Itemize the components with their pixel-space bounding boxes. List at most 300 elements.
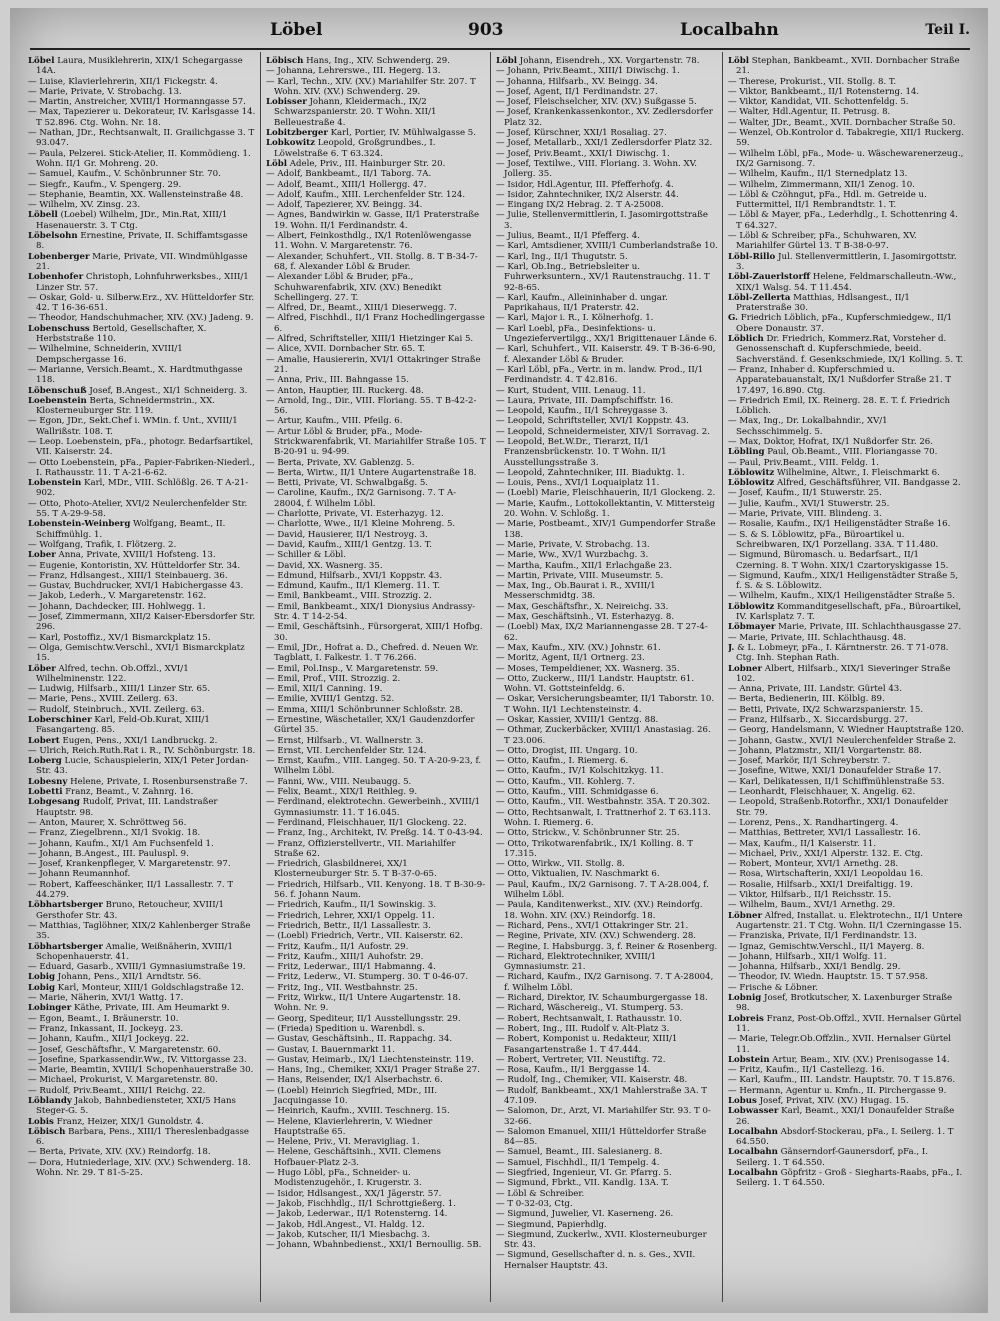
directory-entry: — Emil, JDr., Hofrat a. D., Chefred. d. Neuen Wr. Tagblatt, I. Falkestr. 1. T 76.266. — [266, 642, 479, 664]
directory-entry: — Josef, Krankenkassenkontor., XV. Zedlersdorfer Platz 32. — [496, 107, 713, 128]
directory-entry: — Othmar, Zuckerbäcker, XVIII/1 Anastasiag. 26. T 23.006. — [496, 725, 711, 746]
directory-entry: — Johanna, Hilfsarb., XXI/1 Bendlg. 29. — [728, 962, 901, 973]
directory-entry: — Edmund, Hilfsarb., XVI/1 Koppstr. 43. — [266, 570, 443, 581]
directory-entry: Lobisser Johann, Kleidermach., IX/2 Schwarzspanierstr. 20. T Wohn. XII/1 Belleuestraße 4. — [266, 97, 437, 128]
directory-entry: Lobnig Josef, Brotkutscher, X. Laxenburger Straße 98. — [728, 993, 953, 1014]
directory-entry: — Karl, Schuhfert., VII. Kaiserstr. 49. T B-36-6-90, f. Alexander Löbl & Bruder. — [496, 344, 716, 365]
directory-entry: — Samuel, Kaufm., V. Schönbrunner Str. 70. — [28, 169, 221, 180]
directory-entry: — Therese, Prokurist., VII. Stollg. 8. T. — [728, 76, 897, 87]
directory-entry: — Josef, Zimmermann, XII/2 Kaiser-Ebersdorfer Str. 296. — [28, 612, 256, 633]
directory-entry: — Leopold, Schriftsteller, XVI/1 Koppstr. 43. — [496, 416, 689, 427]
directory-entry: — Martha, Kaufm., XII/1 Erlachgaße 23. — [496, 560, 672, 571]
directory-entry: — Otto Loebenstein, pFa., Papier-Fabriken-Niederl., I. Rathausstr. 11. T A-21-6-62. — [28, 457, 255, 478]
directory-entry: — Paula, Kanditenwerkst., XIV. (XV.) Reindorfg. 18. Wohn. XIV. (XV.) Reindorfg. 18. — [496, 900, 703, 921]
directory-entry: — Gustav, Geschäftsinh., II. Rappachg. 34. — [266, 1034, 453, 1045]
header-left-keyword: Löbel — [270, 20, 323, 40]
directory-entry: — Friedrich Emil, IX. Reinerg. 28. E. T. f. Friedrich Löblich. — [728, 395, 951, 417]
directory-entry: — Alexander Löbl & Bruder, pFa., Schuhwarenfabrik, XIV. (XV.) Benedikt Schellingerg. 27. T. — [266, 272, 442, 303]
directory-entry: — Ludwig, Hilfsarb., XIII/1 Linzer Str. 65. — [28, 684, 211, 695]
directory-entry: Lobkowitz Leopold, Großgrundbes., I. Löwelstraße 6. T 63.324. — [266, 138, 436, 159]
directory-entry: — Paul, Kaufm., IX/2 Garnisong. 7. T A-28.004, f. Wilhelm Löbl. — [496, 879, 709, 901]
directory-entry: — Wilhelm Löbl, pFa., Mode- u. Wäschewarenerzeug., IX/2 Garnisong. 7. — [728, 148, 964, 169]
directory-entry: — Johann, Hilfsarb., XII/1 Wolfg. 11. — [728, 951, 887, 962]
directory-entry: — Salomon, Dr., Arzt, VI. Mariahilfer Str. 93. T 0-32-66. — [496, 1106, 711, 1127]
directory-entry: — Johann, Wbahnbedienst., XXI/1 Bernoullig. 5B. — [266, 1240, 482, 1251]
directory-entry: — Isidor, Zahntechniker, IX/2 Alserstr. 44. — [496, 189, 679, 200]
directory-entry: Loberschiner Karl, Feld-Ob.Kurat, XIII/1 Fasangarteng. 85. — [28, 715, 210, 736]
directory-entry: — Sigmund, Fbrkt., VII. Kandlg. 13A. T. — [496, 1178, 669, 1189]
directory-entry: — Regine, I. Habsburgg. 3, f. Reiner & Rosenberg. — [496, 941, 718, 952]
directory-entry: — Otto, Zuckerw., III/1 Landstr. Hauptstr. 61. Wohn. VI. Gottsteinfeldg. 6. — [496, 673, 695, 695]
directory-entry: — Johanna, Hilfsarb., XV. Beingg. 34. — [496, 76, 658, 87]
directory-entry: — Paula, Pelzerei. Stick-Atelier, II. Kommödieng. 1. Wohn. II/1 Gr. Mohreng. 20. — [28, 148, 251, 169]
directory-entry: — Wilhelm, Baum., XVI/1 Arnethg. 29. — [728, 900, 896, 911]
directory-entry: — Josef, Kürschner, XXI/1 Rosaliag. 27. — [496, 128, 667, 139]
directory-entry: — Rudolf, Priv.Beamt., XIII/1 Reichg. 22. — [28, 1085, 206, 1096]
directory-entry: Löbelsohn Ernestine, Private, II. Schiffamtsgasse 8. — [28, 231, 248, 252]
directory-entry: Lobstein Artur, Beam., XIV. (XV.) Prenisogasse 14. — [728, 1054, 950, 1065]
directory-entry: — Fritz, Lederw., VI. Stumperg. 30. T 0-46-07. — [266, 972, 469, 983]
directory-entry: — Max, Kaufm., XIV. (XV.) Johnstr. 61. — [496, 642, 661, 653]
directory-entry: — Karl, Ob.Ing., Betriebsleiter u. Fuhrwerksuntern., XV/1 Rautenstrauchg. 11. T 92-8-65. — [496, 261, 710, 293]
directory-entry: — Franz, Offizierstellvertr., VII. Mariahilfer Straße 62. — [266, 838, 456, 859]
directory-entry: — Wilhelm, XV. Zinsg. 23. — [28, 200, 141, 211]
directory-entry: Lobenstein Karl, MDr., VIII. Schlößlg. 26. T A-21-902. — [28, 478, 249, 499]
directory-entry: Löbell (Loebel) Wilhelm, JDr., Min.Rat, XIII/1 Hasenauerstr. 3. T Ctg. — [28, 210, 228, 231]
directory-entry: — (Loebl) Friedrich, Vertr., VII. Kaiserstr. 62. — [266, 931, 463, 942]
directory-entry: — Hugo Löbl, pFa., Schneider- u. Modistenzugehör., I. Krugerstr. 3. — [266, 1168, 422, 1189]
directory-entry: — Michael, Priv., XXI/1 Alperstr. 132. E. Ctg. — [728, 848, 924, 859]
directory-entry: — Marie, Telegr.Ob.Offzlin., XVII. Hernalser Gürtel 11. — [728, 1034, 952, 1055]
directory-entry: Lobitzberger Karl, Portier, IV. Mühlwalgasse 5. — [266, 128, 476, 139]
directory-entry: — Johann, Dachdecker, III. Hohlwegg. 1. — [28, 601, 206, 612]
directory-entry: — Otto, Trikotwarenfabrik., IX/1 Kolling. 8. T 17.315. — [496, 838, 693, 859]
directory-entry: — Wenzel, Ob.Kontrolor d. Tabakregie, XII/1 Ruckerg. 59. — [728, 128, 964, 149]
directory-entry: — (Loebl) Max, IX/2 Mariannengasse 28. T 27-4-62. — [496, 622, 708, 643]
directory-entry: — Eduard, Gasarb., XVIII/1 Gymnasiumstraße 19. — [28, 962, 246, 973]
directory-entry: — Löbl & Schreiber, pFa., Schuhwaren, XV. Mariahilfer Gürtel 13. T B-38-0-97. — [728, 231, 917, 252]
directory-entry: Löbl Adele, Priv., III. Hainburger Str. 20. — [266, 158, 446, 169]
directory-entry: — Gustav, I. Bauernmarkt 11. — [266, 1044, 396, 1055]
directory-entry: — Jakob, Lederwar., II/1 Rotensterng. 14. — [266, 1209, 448, 1220]
directory-entry: — Oskar, Gold- u. Silberw.Erz., XV. Hütteldorfer Str. 42. T 16-36-651. — [28, 292, 255, 314]
directory-entry: — Löbl & Czöhngut, pFa., Hdl. m. Getreide u. Futtermittel, II/1 Rembrandtstr. 1. T. — [728, 189, 927, 211]
directory-entry: — Max, Ing., Ob.Baurat i. R., XVIII/1 Messerschmidtg. 38. — [496, 581, 656, 602]
directory-entry: — Franz, Hdlsangest., XIII/1 Steinbauerg. 36. — [28, 570, 228, 581]
directory-entry: — Wolfgang, Trafik, I. Flötzerg. 2. — [28, 539, 177, 550]
directory-entry: Lobus Josef, Privat, XIV. (XV.) Hugag. 15. — [728, 1095, 909, 1106]
directory-entry: — Rudolf, Bankbeamt., XX/1 Mahlerstraße 3A. T 47.109. — [496, 1085, 708, 1106]
directory-entry: — David, Hausierer, II/1 Nestroyg. 3. — [266, 529, 428, 540]
directory-entry: — Gustav, Heimarb., IX/1 Liechtensteinstr. 119. — [266, 1054, 474, 1065]
directory-entry: — Leonhardt, Fleischhauer, X. Angelig. 62. — [728, 787, 916, 798]
directory-entry: — Oskar, Kassier, XVIII/1 Gentzg. 88. — [496, 715, 659, 725]
directory-entry: — Josef, Kaufm., II/1 Stuwerstr. 25. — [728, 488, 882, 499]
directory-entry: — Robert, Vertreter, VII. Neustiftg. 72. — [496, 1054, 666, 1065]
directory-entry: Löbl-Rillo Jul. Stellenvermittlerin, I. Jasomirgottstr. 3. — [728, 251, 957, 272]
directory-entry: — Rosalie, Hilfsarb., XXI/1 Dreifaltigg. 19. — [728, 879, 914, 890]
directory-entry: Löbel Laura, Musiklehrerin, XIX/1 Schegargasse 14A. — [28, 56, 243, 77]
directory-entry: — Georg, Handelsmann, V. Wiedner Hauptstraße 120. — [728, 725, 964, 736]
directory-entry: — Marie, Kaufm., Lottokollektantin, V. Mittersteig 20. Wohn. V. Schloßg. 1. — [496, 498, 715, 520]
directory-entry: — Otto, Photo-Atelier, XVI/2 Neulerchenfelder Str. 55. T A-29-9-58. — [28, 498, 248, 520]
directory-entry: — Marie, Private, III. Schlachthausg. 48. — [728, 632, 907, 643]
directory-entry: — Otto, Wirkw., VII. Stollg. 8. — [496, 859, 625, 870]
directory-entry: — Otto, Kaufm., I. Riemerg. 6. — [496, 756, 629, 767]
directory-entry: — Robert, Kaffeeschänker, II/1 Lassallestr. 7. T 44.279. — [28, 879, 234, 901]
directory-entry: Löblowitz Alfred, Geschäftsführer, VII. Bandgasse 2. — [728, 478, 961, 489]
directory-entry: — Wilhelmine, Schneiderin, XVIII/1 Dempschergasse 16. — [28, 344, 183, 365]
directory-entry: — Viktor, Bankbeamt., II/1 Rotensterng. 14. — [728, 86, 920, 97]
directory-entry: — Martin, Anstreicher, XVIII/1 Hormanngasse 57. — [28, 97, 246, 108]
directory-entry: — Eingang IX/2 Hebrag. 2. T A-25008. — [496, 200, 664, 211]
directory-entry: — Hans, Ing., Chemiker, XXI/1 Prager Straße 27. — [266, 1065, 480, 1076]
directory-entry: — Berta, Wirtw., II/1 Untere Augartenstraße 18. — [266, 467, 477, 478]
directory-entry: Lobenstein-Weinberg Wolfgang, Beamt., II. Schiffmühlg. 1. — [28, 519, 226, 540]
directory-entry: Löblandy Jakob, Bahnbediensteter, XXI/5 Hans Steger-G. 5. — [28, 1095, 236, 1117]
directory-entry: — Regine, Private, XIV. (XV.) Schwenderg. 28. — [496, 931, 697, 942]
directory-entry: — Richard, Direktor, IV. Schaumburgergasse 18. — [496, 993, 708, 1004]
directory-entry: Lobert Eugen, Pens., XXI/1 Landbruckg. 2. — [28, 735, 218, 746]
directory-entry: — Johann, B.Angest., III. Pauluspl. 9. — [28, 848, 189, 859]
directory-entry: — Schiller & Löbl. — [266, 550, 346, 561]
directory-entry: — Charlotte, Private, VI. Esterhazyg. 12. — [266, 509, 444, 520]
directory-entry: Löbhartsberger Amalie, Weißnäherin, XVIII/1 Schopenhauerstr. 41. — [28, 941, 233, 962]
directory-entry: — Josef, Geschäftsfhr., V. Margaretenstr. 60. — [28, 1044, 221, 1055]
directory-entry: — Ernestine, Wäschetailer, XX/1 Gaudenzdorfer Gürtel 35. — [266, 715, 475, 736]
directory-entry: — Caroline, Kaufm., IX/2 Garnisong. 7. T A-28004, f. Wilhelm Löbl. — [266, 488, 457, 509]
header-rule — [30, 48, 970, 50]
directory-entry: — Emil, Pol.Insp., V. Margaretenstr. 59. — [266, 663, 439, 674]
directory-entry: — Robert, Rechtsanwalt, I. Rathausstr. 10. — [496, 1013, 683, 1024]
directory-entry: — Richard, Pens., XVI/1 Ottakringer Str. 21. — [496, 920, 689, 931]
directory-entry: — Ignaz, Gemischtw.Verschl., II/1 Mayerg. 8. — [728, 941, 925, 952]
directory-entry: — Friedrich, Lehrer, XXI/1 Oppelg. 11. — [266, 910, 435, 921]
directory-entry: — Josefine, Witwe, XXI/1 Donaufelder Straße 17. — [728, 766, 942, 777]
directory-entry: — Franz, Inkassant, II. Jockeyg. 23. — [28, 1023, 184, 1034]
directory-entry: — Johann, Priv.Beamt., XIII/1 Diwischg. 1. — [496, 66, 680, 77]
directory-entry: — Otto, Kaufm., VII. Westbahnstr. 35A. T 20.302. — [496, 797, 711, 808]
directory-entry: — Emil, Bankbeamt., XIX/1 Dionysius Andrassy-Str. 4. T 14-2-54. — [266, 601, 476, 623]
directory-entry: — David, XX. Wasnerg. 35. — [266, 560, 383, 571]
directory-entry: Lobetti Franz, Beamt., V. Zahnrg. 16. — [28, 787, 194, 798]
directory-entry: — Karl Löbl, pFa., Vertr. in m. landw. Prod., II/1 Ferdinandstr. 4. T 42.816. — [496, 364, 704, 386]
directory-entry: — Fritz, Kaufm., II/1 Aufostr. 29. — [266, 941, 409, 952]
page-number: 903 — [468, 20, 504, 40]
directory-entry: — Adolf, Beamt., XIII/1 Hollergg. 47. — [266, 179, 427, 190]
directory-entry: — Emilie, XVIII/1 Gentzg. 52. — [266, 694, 395, 705]
directory-entry: Löber Alfred, techn. Ob.Offzl., XVI/1 Wilhelminenstr. 122. — [28, 663, 189, 684]
directory-entry: — Helene, Geschäftsinh., XVII. Clemens Hofbauer-Platz 2-3. — [266, 1147, 441, 1168]
directory-entry: — Matthias, Taglöhner, XIX/2 Kahlenberger Straße 35. — [28, 920, 251, 942]
directory-entry: — Johanna, Lehrerswe., III. Hegerg. 13. — [266, 66, 441, 77]
directory-entry: — Löbl & Mayer, pFa., Lederhdlg., I. Schottenring 4. T 64.327. — [728, 210, 958, 231]
directory-entry: — Johann, Gastw., XVI/1 Neulerchenfelder Straße 2. — [728, 735, 957, 746]
directory-entry: — Luise, Klavierlehrerin, XII/1 Fickegstr. 4. — [28, 76, 218, 87]
directory-entry: — Max, Kaufm., II/1 Kaiserstr. 11. — [728, 838, 877, 849]
directory-entry: — Josef, Textilwe., VIII. Floriang. 3. Wohn. XV. Jollerg. 35. — [496, 158, 698, 180]
directory-entry: G. Friedrich Löblich, pFa., Kupferschmiedgew., II/1 Obere Donaustr. 37. — [728, 313, 953, 334]
directory-entry: Löbner Alfred, Installat. u. Elektrotechn., II/1 Untere Augartenstr. 21. T Ctg. Wohn. II/1 Czerningasse 15. — [728, 910, 963, 931]
directory-entry: — Josefine, Sparkassendir.Ww., IV. Vittorgasse 23. — [28, 1054, 247, 1065]
directory-entry: — Friedrich, Hilfsarb., VII. Kenyong. 18. T B-30-9-56. f. Johann Naum. — [266, 879, 486, 901]
directory-entry: — Dora, Hutniederlage, XIV. (XV.) Schwenderg. 18. Wohn. Nr. 29. T 81-5-25. — [28, 1157, 251, 1179]
column-2 — [266, 56, 486, 1301]
directory-entry: — Friedrich, Bettr., II/1 Lassallestr. 3. — [266, 920, 431, 931]
directory-entry: — Friedrich, Glasbildnerei, XX/1 Klosterneuburger Str. 5. T B-37-0-65. — [266, 859, 437, 880]
directory-entry: Lobner Albert, Hilfsarb., XIX/1 Sieveringer Straße 102. — [728, 663, 951, 684]
column-1 — [28, 56, 256, 1301]
directory-entry: — Otto, Strickw., V. Schönbrunner Str. 25. — [496, 828, 680, 839]
directory-entry: Localbahn Göpfritz - Groß - Siegharts-Raabs, pFa., I. Seilerg. 1. T 64.550. — [728, 1168, 963, 1189]
directory-entry: — Samuel, Beamt., III. Salesianerg. 8. — [496, 1147, 663, 1158]
header-part: Teil I. — [925, 22, 970, 38]
directory-entry: — Emil, Prof., VIII. Strozzig. 2. — [266, 673, 401, 684]
header-right-keyword: Localbahn — [680, 20, 779, 40]
directory-entry: — Stephanie, Beamtin, XX. Wallensteinstraße 48. — [28, 189, 244, 200]
directory-entry: Lobreis Franz, Post-Ob.Offzl., XVII. Hernalser Gürtel 11. — [728, 1013, 962, 1034]
directory-entry: — Otto, Kaufm., IV/1 Kolschitzkyg. 11. — [496, 766, 664, 777]
directory-entry: — Jakob, Kutscher, II/1 Miesbachg. 3. — [266, 1229, 430, 1240]
directory-entry: — Adolf, Bankbeamt., II/1 Taborg. 7A. — [266, 169, 432, 180]
directory-entry: — Julie, Stellenvermittlerin, I. Jasomirgottstraße 3. — [496, 210, 708, 231]
directory-entry: — Isidor, Hdl.Agentur, III. Pfefferhofg. 4. — [496, 179, 674, 190]
directory-entry: — Siegmund, Zuckerlw., XVII. Klosterneuburger Str. 43. — [496, 1229, 707, 1251]
directory-entry: Löblich Dr. Friedrich, Kommerz.Rat, Vorsteher d. Genossenschaft d. Kupferschmiede, beeid. Sachverständ. f. Gesenkschmiede, IX/1 Kolling. 5. T. — [728, 334, 964, 365]
directory-entry: — Leopold, Kaufm., II/1 Schreygasse 3. — [496, 406, 668, 417]
directory-entry: — Johann, Kaufm., XII/1 Jockeyg. 22. — [28, 1034, 189, 1045]
directory-entry: — Adolf, Tapezierer, XV. Beingg. 34. — [266, 200, 423, 211]
column-3 — [496, 56, 718, 1301]
column-divider — [490, 52, 491, 1302]
directory-entry: — Fritz, Wirkw., II/1 Untere Augartenstr. 18. Wohn. Nr. 9. — [266, 993, 461, 1014]
directory-entry: — Robert, Komponist u. Redakteur, XIII/1 Fasangartenstraße 1. T 47.444. — [496, 1034, 678, 1055]
directory-entry: — Alfred, Fischhdl., II/1 Franz Hochedlingergasse 6. — [266, 313, 485, 334]
column-divider — [260, 52, 261, 1302]
directory-entry: — Josef, Metallarb., XXI/1 Zedlersdorfer Platz 32. — [496, 138, 713, 149]
directory-entry: — Marie, Postbeamt., XIV/1 Gumpendorfer Straße 138. — [496, 519, 716, 540]
directory-entry: Löbling Paul, Ob.Beamt., VIII. Floriangasse 70. — [728, 447, 938, 458]
directory-entry: — Edmund, Kaufm., II/1 Klemerg. 11. T. — [266, 581, 440, 592]
directory-entry: — Ulrich, Reich.Ruth.Rat i. R., IV. Schönburgstr. 18. — [28, 745, 256, 756]
directory-page — [10, 8, 988, 1313]
directory-entry: — Richard, Elektrotechniker, XVIII/1 Gymnasiumstr. 21. — [496, 951, 657, 973]
directory-entry: — Jakob, Lederh., V. Margaretenstr. 162. — [28, 591, 207, 602]
directory-entry: — Siegfr., Kaufm., V. Spengerg. 29. — [28, 179, 182, 190]
directory-entry: — Friedrich, Kaufm., II/1 Sowinskig. 3. — [266, 900, 437, 911]
directory-entry: — Richard, Kaufm., IX/2 Garnisong. 7. T A-28004, f. Wilhelm Löbl. — [496, 972, 714, 993]
directory-entry: — Anton, Hauptier, III. Ruckerg. 48. — [266, 385, 424, 396]
directory-entry: — Fritz, Ing., VII. Westbahnstr. 25. — [266, 982, 418, 993]
directory-entry: Löbl Stephan, Bankbeamt., XVII. Dornbacher Straße 21. — [728, 56, 960, 77]
directory-entry: — Josef, Agent, II/1 Ferdinandstr. 27. — [496, 86, 658, 97]
directory-entry: — (Loebl) Heinrich Siegfried, MDr., III. Jacquingasse 10. — [266, 1085, 438, 1106]
directory-entry: — Martin, Private, VIII. Museumstr. 5. — [496, 570, 664, 581]
directory-entry: — Johann Reumannhof. — [28, 869, 131, 880]
directory-entry: — Sigmund, Gesellschafter d. n. s. Ges., XVII. Hernalser Hauptstr. 43. — [496, 1250, 696, 1271]
directory-entry: — Max, Tapezierer u. Dekorateur, IV. Karlsgasse 14. T 52.896. Ctg. Wohn. Nr. 18. — [28, 107, 256, 128]
directory-entry: — Anna, Private, III. Landstr. Gürtel 43. — [728, 684, 903, 695]
directory-entry: — Marie, Näherin, XVI/1 Wattg. 17. — [28, 993, 184, 1004]
directory-entry: — Marie, Beamtin, XVIII/1 Schopenhauerstraße 30. — [28, 1065, 254, 1076]
directory-entry: — Kurt, Student, VIII. Lenaug. 11. — [496, 385, 646, 396]
directory-entry: — Egon, JDr., Sekt.Chef i. WMin. f. Unt., XVIII/1 Wallrißstr. 108. T. — [28, 416, 238, 437]
directory-entry: Löbenschuß Josef, B.Angest., XI/1 Schneiderg. 3. — [28, 385, 248, 396]
directory-entry: — Karl Loebl, pFa., Desinfektions- u. Ungeziefervertilgg., XX/1 Brigittenauer Lände 6. — [496, 323, 718, 345]
directory-entry: — Emil, Bankbeamt., VIII. Strozzig. 2. — [266, 591, 432, 602]
directory-entry: — Felix, Beamt., XIX/1 Reithleg. 9. — [266, 787, 418, 798]
directory-entry: — Otto, Drogist, III. Ungarg. 10. — [496, 745, 638, 756]
directory-entry: — Franz, Hilfsarb., X. Siccardsburgg. 27. — [728, 715, 908, 725]
directory-entry: Löbl-Zellerta Matthias, Hdlsangest., II/1 Praterstraße 30. — [728, 292, 910, 314]
directory-entry: — Nathan, JDr., Rechtsanwalt, II. Grailichgasse 3. T 93.047. — [28, 128, 255, 149]
page-header — [30, 20, 970, 44]
directory-entry: — Amalie, Hausiererin, XVI/1 Ottakringer Straße 21. — [266, 354, 481, 375]
directory-entry: — Isidor, Hdlsangest., XX/1 Jägerstr. 57. — [266, 1188, 442, 1199]
directory-entry: Lobig Johann, Pens., XII/1 Arndtstr. 56. — [28, 972, 202, 983]
directory-entry: — Josef, Priv.Beamt., XXI/1 Diwischg. 1. — [496, 148, 670, 159]
directory-entry: — Jakob, Fischhdlg., II/1 Schrottgießerg. 1. — [266, 1198, 456, 1209]
directory-entry: Lobwasser Karl, Beamt., XXI/1 Donaufelder Straße 26. — [728, 1106, 955, 1127]
directory-entry: — Theodor, Handschuhmacher, XIV. (XV.) Jadeng. 9. — [28, 313, 254, 324]
directory-entry: — Josef, Krankenpfleger, V. Margaretenstr. 97. — [28, 859, 231, 870]
directory-entry: — Eugenie, Kontoristin, XV. Hütteldorfer Str. 34. — [28, 560, 241, 571]
directory-entry: — Ernst, Kaufm., VIII. Langeg. 50. T A-20-9-23, f. Wilhelm Löbl. — [266, 756, 482, 777]
directory-entry: — Moses, Tempeldiener, XX. Wasnerg. 35. — [496, 663, 680, 674]
directory-entry: — Josef, Fleischselcher, XIV. (XV.) Sußgasse 5. — [496, 97, 697, 108]
directory-entry: Löbisch Hans, Ing., XIV. Schwenderg. 29. — [266, 56, 450, 66]
directory-entry: — Karl, Delikatessen, II/1 Schiffmühlenstraße 53. — [728, 776, 945, 787]
directory-entry: — Fritz, Kaufm., XIII/1 Auhofstr. 29. — [266, 951, 424, 962]
directory-entry: — Richard, Wäschereig., VI. Stumperg. 53. — [496, 1003, 684, 1014]
directory-entry: — Marie, Pens., XVIII. Zeilerg. 63. — [28, 694, 178, 705]
directory-entry: — Agnes, Bandwirkin w. Gasse, II/1 Praterstraße 19. Wohn. II/1 Ferdinandstr. 4. — [266, 210, 480, 231]
directory-entry: — Karl, Major i. R., I. Kölnerhofg. 1. — [496, 313, 654, 324]
directory-entry: — Siegmund, Papierhdlg. — [496, 1219, 607, 1230]
directory-entry: — Otto, Viktualien, IV. Naschmarkt 6. — [496, 869, 660, 880]
directory-entry: — Fritz, Kaufm., II/1 Castellezg. 16. — [728, 1065, 885, 1076]
directory-entry: — Julius, Beamt., II/1 Pfefferg. 4. — [496, 231, 640, 242]
directory-entry: — Albert, Feinkosthdlg., IX/1 Rotenlöwengasse 11. Wohn. V. Margaretenstr. 76. — [266, 231, 472, 252]
directory-entry: Lobgesang Rudolf, Privat, III. Landstraßer Hauptstr. 98. — [28, 797, 218, 818]
directory-entry: — Marie, Private, V. Strobachg. 13. — [28, 86, 182, 97]
directory-entry: — Georg, Spediteur, II/1 Ausstellungsstr. 29. — [266, 1013, 461, 1024]
directory-entry: — Karl, Kaufm., Alleininhaber d. ungar. Paprikahaus, II/1 Praterstr. 42. — [496, 292, 668, 314]
directory-entry: Localbahn Absdorf-Stockerau, pFa., I. Seilerg. 1. T 64.550. — [728, 1126, 954, 1148]
directory-entry: Löbhartsberger Bruno, Retoucheur, XVIII/1 Gersthofer Str. 43. — [28, 900, 224, 921]
directory-entry: — Franz, Inhaber d. Kupferschmied u. Apparatebauanstalt, IX/1 Nußdorfer Straße 21. T 17.497, 16.890. Ctg. — [728, 364, 952, 396]
directory-entry: Loebenstein Berta, Schneidermstrin., XX. Klosterneuburger Str. 119. — [28, 395, 215, 417]
directory-entry: — Max, Geschäftsfhr., X. Neireichg. 33. — [496, 601, 669, 612]
directory-entry: — Helene, Klavierlehrerin, V. Wiedner Hauptstraße 65. — [266, 1116, 433, 1137]
directory-entry: Lober Anna, Private, XVIII/1 Hofsteng. 13. — [28, 550, 216, 561]
directory-entry: Lobenschuss Bertold, Gesellschafter, X. Herbststraße 110. — [28, 323, 207, 345]
directory-entry: — Wilhelm, Kaufm., II/1 Sternedplatz 13. — [728, 169, 908, 180]
directory-entry: — Moritz, Agent, II/1 Ortnerg. 23. — [496, 653, 645, 664]
directory-entry: — Paul, Priv.Beamt., VIII. Feldg. 1. — [728, 457, 879, 468]
directory-entry: Löbisch Barbara, Pens., XIII/1 Thereslenbadgasse 6. — [28, 1126, 249, 1148]
directory-entry: Lobenhofer Christoph, Lohnfuhrwerksbes., XIII/1 Linzer Str. 57. — [28, 272, 249, 293]
column-divider — [722, 52, 723, 1302]
directory-entry: — Karl, Amtsdiener, XVIII/1 Cumberlandstraße 10. — [496, 241, 718, 252]
directory-entry: — Berta, Bedienerin, III. Kölblg. 89. — [728, 694, 885, 705]
directory-entry: — Hermann, Agentur u. Kmfn., II. Pirchergasse 9. — [728, 1085, 947, 1096]
directory-entry: — Emil, Geschäftsinh., Fürsorgerat, XIII/1 Hofbg. 30. — [266, 622, 483, 643]
directory-entry: — Marie, Ww., XV/1 Wurzbachg. 3. — [496, 550, 649, 561]
directory-entry: — Helene, Priv., VI. Meravigliag. 1. — [266, 1137, 420, 1148]
directory-entry: — Ernst, VII. Lerchenfelder Str. 124. — [266, 745, 427, 756]
directory-entry: — Marianne, Versich.Beamt., X. Hardtmuthgasse 118. — [28, 364, 243, 386]
directory-entry: — Robert, Monteur, XVI/1 Arnethg. 28. — [728, 859, 899, 870]
column-4 — [728, 56, 964, 1301]
directory-entry: — Viktor, Hilfsarb., II/1 Reichsstr. 15. — [728, 890, 892, 901]
directory-entry: Löbmayer Marie, Private, III. Schlachthausgasse 27. — [728, 622, 962, 633]
directory-entry: — Karl, Ing., II/1 Thugutstr. 5. — [496, 251, 628, 262]
directory-entry: — Wilhelm, Kaufm., XIX/1 Heiligenstädter Straße 5. — [728, 591, 955, 602]
directory-entry: — Marie, Private, VIII. Blindeng. 3. — [728, 509, 882, 520]
directory-entry: Löblowitz Kommanditgesellschaft, pFa., Büroartikel, IV. Karlsplatz 7. T. — [728, 601, 962, 623]
directory-entry: Localbahn Gänserndorf-Gaunersdorf, pFa., I. Seilerg. 1. T 64.550. — [728, 1147, 928, 1168]
directory-entry: — (Frieda) Spedition u. Warenbdl. s. — [266, 1023, 425, 1034]
directory-entry: — Salomon Emanuel, XIII/1 Hütteldorfer Straße 84—85. — [496, 1126, 707, 1148]
directory-entry: — Otto, Kaufm., VIII. Schmidgasse 6. — [496, 787, 659, 798]
directory-entry: — Alexander, Schuhfert., VII. Stollg. 8. T B-34-7-68, f. Alexander Löbl & Bruder. — [266, 251, 478, 272]
directory-entry: — Frische & Löbner. — [728, 982, 818, 993]
directory-entry: — Oskar, Versicherungsbeamter, II/1 Taborstr. 10. T Wohn. II/1 Lechtensteinstr. 4. — [496, 694, 715, 715]
directory-entry: — Siegfried, Ingenieur, VI. Gr. Pfarrg. 5. — [496, 1168, 672, 1179]
directory-entry: — Julie, Kaufm., XVI/1 Stuwerstr. 25. — [728, 498, 890, 509]
directory-entry: — Franziska, Private, II/1 Ferdinandstr. 13. — [728, 931, 917, 942]
directory-entry: — (Loebl) Marie, Fleischhauerin, II/1 Glockeng. 2. — [496, 488, 716, 499]
directory-entry: — Samuel, Fischhdl., II/1 Tempelg. 4. — [496, 1157, 660, 1168]
directory-entry: — Rudolf, Steinbruch., XVII. Zeilerg. 63. — [28, 704, 205, 715]
directory-entry: Lobis Franz, Heizer, XIX/1 Gunoldstr. 4. — [28, 1116, 204, 1127]
directory-entry: — Gustav, Buchdrucker, XVI/1 Habichergasse 43. — [28, 581, 244, 592]
directory-entry: — Egon, Beamt., I. Bräunerstr. 10. — [28, 1013, 179, 1024]
directory-entry: — Anna, Priv., III. Bahngasse 15. — [266, 375, 409, 386]
directory-entry: — Louis, Pens., XVI/1 Loquaiplatz 11. — [496, 478, 660, 489]
directory-entry: Löbl Johann, Eisendreh., XX. Vorgartenstr. 78. — [496, 56, 700, 66]
directory-entry: — Hans, Reisender, IX/1 Alserbachstr. 6. — [266, 1075, 443, 1086]
directory-entry: — Karl, Postoffiz., XV/1 Bismarckplatz 15. — [28, 632, 211, 643]
directory-entry: — Leop. Loebenstein, pFa., photogr. Bedarfsartikel, VII. Kaiserstr. 24. — [28, 436, 254, 458]
directory-entry: — Alfred, Schriftsteller, XIII/1 Hietzinger Kai 5. — [266, 334, 474, 345]
directory-entry: Löblowitz Wilhelmine, Altwr., I. Fleischmarkt 6. — [728, 467, 940, 478]
directory-entry: Lobinger Käthe, Private, III. Am Heumarkt 9. — [28, 1003, 230, 1014]
directory-entry: — S. & S. Löblowitz, pFa., Büroartikel u. Schreibwaren, IX/1 Porzellang. 33A. T 11.480. — [728, 529, 939, 550]
directory-entry: — Karl, Techn., XIV. (XV.) Mariahilfer Str. 207. T Wohn. XIV. (XV.) Schwenderg. 29. — [266, 76, 476, 97]
directory-entry: — Löbl & Schreiber. — [496, 1188, 585, 1199]
directory-entry: — Otto, Rechtsanwalt, I. Trattnerhof 2. T 63.113. Wohn. I. Riemerg. 6. — [496, 807, 711, 828]
directory-entry: — Laura, Private, III. Dampfschiffstr. 16. — [496, 395, 674, 406]
directory-entry: — Charlotte, Wwe., II/1 Kleine Mohreng. 5. — [266, 519, 456, 530]
directory-entry: — Artur Löbl & Bruder, pFa., Mode-Strickwarenfabrik, VI. Mariahilfer Straße 105. T B-20-91 u. 94-99. — [266, 426, 486, 458]
directory-entry: Löbl-Zauerlstorff Helene, Feldmarschalleutn.-Ww., XIX/1 Walsg. 54. T 11.454. — [728, 272, 957, 293]
directory-entry: — Marie, Private, V. Strobachg. 13. — [496, 539, 650, 550]
directory-entry: — Sigmund, Kaufm., XIX/1 Heiligenstädter Straße 5, f. S. & S. Löblowitz. — [728, 570, 959, 592]
directory-entry: — Heinrich, Kaufm., XVIII. Teschnerg. 15. — [266, 1106, 450, 1117]
directory-entry: — Franz, Ing., Architekt, IV. Preßg. 14. T 0-43-94. — [266, 828, 483, 839]
directory-entry: — T 0-32-03, Ctg. — [496, 1198, 573, 1209]
directory-entry: — Lorenz, Pens., X. Randhartingerg. 4. — [728, 817, 899, 828]
directory-entry: — Franz, Ziegelbrenn., XI/1 Svokig. 18. — [28, 828, 201, 839]
directory-entry: — Berta, Private, XV. Gablenzg. 5. — [266, 457, 415, 468]
directory-entry: — Josef, Markör, II/1 Schreyberstr. 7. — [728, 756, 891, 767]
directory-entry: — Betti, Private, IX/2 Schwarzspanierstr. 15. — [728, 704, 924, 715]
directory-entry: — Rudolf, Ing., Chemiker, VII. Kaiserstr. 48. — [496, 1075, 688, 1086]
directory-entry: — Rosalie, Kaufm., IX/1 Heiligenstädter Straße 16. — [728, 519, 951, 530]
directory-entry: — Alice, XVII. Dornbacher Str. 65. T. — [266, 344, 426, 355]
